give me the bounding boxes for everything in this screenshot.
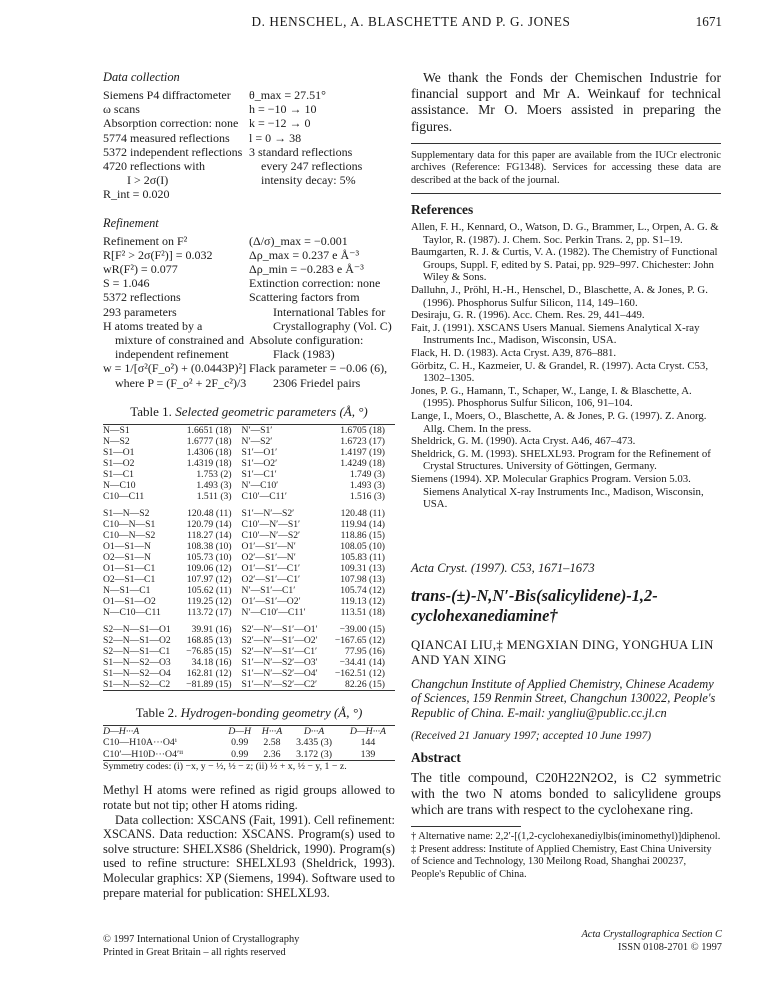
table-cell-value: 118.27 (14): [187, 529, 232, 541]
table-header-cell: D—H: [228, 725, 252, 737]
methods-paragraph-2: Data collection: XSCANS (Fait, 1991). Cell refinement: XSCANS. Data reduction: XSCANS. Program(s) used to solve structure: SHELXS86 (Sheldrick, 1990). Program(s) used to refine structure: SHELXL93 (Sheldrick, 1993). Molecular graphics: XP (Siemens, 1994). Software used to prepare material for publication: SHELXL93.: [103, 812, 395, 900]
table-cell-label: N—C10: [103, 479, 136, 491]
table-cell-label: S2—N—S1—O1: [103, 623, 171, 635]
table-cell-label: N′—S2′: [241, 435, 273, 447]
table-cell-value: 1.6777 (18): [186, 435, 232, 447]
table-cell-value: 82.26 (15): [345, 678, 385, 690]
param-line: l = 0 → 38: [249, 130, 302, 145]
table-cell-value: −81.89 (15): [186, 678, 232, 690]
table-cell-label: S2′—N′—S1′—C1′: [241, 645, 318, 657]
article-authors: QIANCAI LIU,‡ MENGXIAN DING, YONGHUA LIN AND YAN XING: [411, 637, 714, 668]
param-line: 2306 Friedel pairs: [273, 375, 361, 390]
table-cell-label: S1—N—S2—O3: [103, 656, 171, 668]
table-header-cell: H···A: [261, 725, 283, 737]
table-cell-value: 120.48 (11): [187, 507, 232, 519]
table-cell-value: 107.97 (12): [186, 573, 232, 585]
param-line: 293 parameters: [103, 304, 177, 319]
methods-paragraph-1: Methyl H atoms were refined as rigid groups allowed to rotate but not tip; other H atoms riding.: [103, 783, 395, 812]
journal-section: Acta Crystallographica Section C: [581, 929, 722, 940]
article-journal-line: Acta Cryst. (1997). C53, 1671–1673: [411, 560, 595, 575]
received-dates: (Received 21 January 1997; accepted 10 June 1997): [411, 730, 652, 743]
table-row: [103, 491, 395, 502]
table-row: [103, 530, 395, 541]
table-cell-value: −167.65 (12): [334, 634, 385, 646]
param-line: θ_max = 27.51°: [249, 88, 326, 102]
reference-item: Görbitz, C. H., Kazmeier, U. & Grandel, R. (1997). Acta Cryst. C53, 1302–1305.: [411, 359, 709, 385]
table-cell: 144: [360, 737, 376, 749]
param-line: every 247 reflections: [261, 159, 363, 174]
article-affiliation: Changchun Institute of Applied Chemistry, Chinese Academy of Sciences, 159 Renmin Street, Changchun 130022, People's Republic of China. E-mail: yangliu@public.cc.jl.cn: [411, 676, 716, 720]
param-line: International Tables for: [273, 304, 386, 319]
data-collection-left: [103, 88, 249, 202]
journal-footer: [510, 928, 722, 954]
param-line: Flack parameter = −0.06 (6),: [249, 361, 388, 376]
table-cell-value: 77.95 (16): [345, 645, 385, 657]
table-cell-label: C10—C11: [103, 490, 145, 502]
reference-item: Jones, P. G., Hamann, T., Schaper, W., Lange, I. & Blaschette, A. (1995). Phosphorus Sulfur Silicon, 106, 91–104.: [411, 384, 692, 410]
references-heading: References: [411, 202, 474, 218]
table-cell-label: C10—N—S1: [103, 518, 156, 530]
table-cell-label: O2′—S1′—C1′: [241, 573, 301, 585]
table-cell-value: 107.98 (13): [340, 573, 385, 585]
table1-caption-text: Selected geometric parameters (Å, °): [175, 403, 368, 419]
table-cell-label: O1′—S1′—C1′: [241, 562, 301, 574]
table-cell-value: 1.493 (3): [196, 479, 232, 491]
param-line: 5372 reflections: [103, 290, 181, 305]
table-cell-label: S2′—N′—S1′—O2′: [241, 634, 318, 646]
table2-caption-prefix: Table 2.: [135, 704, 178, 720]
table-cell-label: S2—N—S1—O2: [103, 634, 171, 646]
param-line: Crystallography (Vol. C): [273, 318, 392, 333]
param-line: mixture of constrained and: [115, 333, 244, 348]
table-cell-value: 1.749 (3): [349, 468, 385, 480]
table-cell-label: N—S1: [103, 424, 130, 436]
table-row: [103, 436, 395, 447]
table-cell-value: 109.06 (12): [186, 562, 232, 574]
table-cell-value: 105.83 (11): [340, 551, 385, 563]
table-cell-value: 1.511 (3): [196, 490, 232, 502]
refinement-block: [103, 234, 395, 390]
table-cell-label: O1′—S1′—N′: [241, 540, 296, 552]
table-row: [103, 624, 395, 635]
table-cell-label: N—C10—C11: [103, 606, 161, 618]
table-row: [103, 737, 395, 749]
table-row: [103, 425, 395, 436]
table-cell-label: O2—S1—N: [103, 551, 151, 563]
table-cell-value: 1.6723 (17): [340, 435, 385, 447]
table-cell-label: S1—N—S2—O4: [103, 667, 171, 679]
table-cell-label: C10′—N′—S1′: [241, 518, 301, 530]
reference-item: Lange, I., Moers, O., Blaschette, A. & Jones, P. G. (1997). Z. Anorg. Allg. Chem. In the press.: [411, 409, 707, 435]
param-line: Flack (1983): [273, 347, 335, 362]
table-row: [103, 480, 395, 491]
table-cell-value: 113.72 (17): [187, 606, 232, 618]
table-row: [103, 563, 395, 574]
table1-geometric-parameters: [103, 425, 395, 690]
param-line: independent refinement: [115, 347, 229, 362]
param-line: 5372 independent reflections: [103, 144, 243, 159]
table-cell-label: S1—N—S2: [103, 507, 150, 519]
table-row: [103, 574, 395, 585]
table-cell: 0.99: [231, 737, 249, 749]
param-line: I > 2σ(I): [127, 173, 169, 188]
table-cell-label: S1—O1: [103, 446, 135, 458]
table-cell-value: 119.25 (12): [187, 595, 232, 607]
param-line: w = 1/[σ²(F_o²) + (0.0443P)²]: [103, 361, 247, 376]
table-cell-value: 39.91 (16): [191, 623, 232, 635]
table-cell-value: 108.05 (10): [340, 540, 385, 552]
param-line: intensity decay: 5%: [261, 173, 356, 188]
table-cell: 3.172 (3): [296, 748, 333, 760]
table-cell-value: 1.4249 (18): [340, 457, 385, 469]
table-cell-label: C10′—N′—S2′: [241, 529, 301, 541]
table-cell-label: S1′—O2′: [241, 457, 278, 469]
table-cell-label: N′—C10′—C11′: [241, 606, 306, 618]
table-row: [103, 657, 395, 668]
table-row: [103, 469, 395, 480]
table-cell-label: N—S2: [103, 435, 130, 447]
table-cell-value: 119.13 (12): [340, 595, 385, 607]
table-row: [103, 635, 395, 646]
table-cell: 139: [360, 748, 376, 760]
table-header-cell: D—H···A: [103, 725, 140, 737]
table-cell-label: O2—S1—C1: [103, 573, 156, 585]
table-row: [103, 458, 395, 469]
table-cell-label: N′—S1′—C1′: [241, 584, 296, 596]
table-row: [103, 508, 395, 519]
table-cell-label: S1′—N′—S2′—C2′: [241, 678, 318, 690]
param-line: Δρ_min = −0.283 e Å⁻³: [249, 262, 364, 277]
param-line: R[F² > 2σ(F²)] = 0.032: [103, 247, 213, 262]
table-cell: C10—H10A···O4ⁱ: [103, 737, 177, 749]
param-line: (Δ/σ)_max = −0.001: [249, 233, 348, 248]
journal-issn: ISSN 0108-2701 © 1997: [617, 942, 722, 953]
reference-item: Flack, H. D. (1983). Acta Cryst. A39, 876–881.: [411, 346, 617, 359]
table-row: [103, 585, 395, 596]
table-cell-value: 105.73 (10): [186, 551, 232, 563]
table2-symmetry-codes: Symmetry codes: (i) −x, y − ½, ½ − z; (ii) ½ + x, ½ − y, 1 − z.: [103, 761, 347, 773]
table-cell-label: S2—N—S1—C1: [103, 645, 171, 657]
table-cell-value: −76.85 (15): [186, 645, 232, 657]
table2-caption-text: Hydrogen-bonding geometry (Å, °): [180, 704, 363, 720]
table-row: [103, 552, 395, 563]
table-cell-value: 1.6705 (18): [340, 424, 385, 436]
refinement-left: [103, 234, 249, 390]
references-list: [411, 221, 721, 511]
table-cell-label: N—S1—C1: [103, 584, 151, 596]
param-line: 3 standard reflections: [249, 144, 353, 159]
table1-caption-prefix: Table 1.: [130, 403, 172, 419]
table-cell-value: 105.74 (12): [340, 584, 385, 596]
param-line: Refinement on F²: [103, 233, 188, 248]
param-line: 4720 reflections with: [103, 159, 205, 174]
table-cell-label: S1′—N′—S2′: [241, 507, 295, 519]
data-collection-block: [103, 88, 395, 202]
refinement-title: Refinement: [103, 215, 159, 230]
table-cell-label: S1—N—S2—C2: [103, 678, 171, 690]
data-collection-right: [249, 88, 395, 202]
table-cell-value: 1.753 (2): [196, 468, 232, 480]
table-cell-value: 109.31 (13): [340, 562, 385, 574]
table-cell-value: −162.51 (12): [334, 667, 385, 679]
table-cell-value: 120.79 (14): [186, 518, 232, 530]
table-cell-value: 1.4197 (19): [340, 446, 385, 458]
table-cell-label: S1—C1: [103, 468, 134, 480]
supplementary-note: Supplementary data for this paper are available from the IUCr electronic archives (Reference: FG1348). Services for accessing these data are described at the back of the journal.: [411, 149, 721, 186]
param-line: S = 1.046: [103, 276, 150, 291]
table-row: [103, 679, 395, 690]
left-column: [103, 70, 395, 900]
table-cell-label: S1—O2: [103, 457, 135, 469]
table-cell: 3.435 (3): [296, 737, 333, 749]
reference-item: Baumgarten, R. J. & Curtis, V. A. (1982). The Chemistry of Functional Groups, Suppl. F, edited by S. Patai, pp. 929–997. Chichester: John Wiley & Sons.: [411, 246, 718, 284]
table-cell-value: 1.516 (3): [349, 490, 385, 502]
table-row: [103, 447, 395, 458]
param-line: Extinction correction: none: [249, 276, 381, 291]
param-line: Absorption correction: none: [103, 116, 239, 131]
acknowledgement: We thank the Fonds der Chemischen Industrie for financial support and Mr A. Weinkauf for technical assistance. Mr O. Moers assisted in preparing the figures.: [411, 70, 721, 134]
param-line: 5774 measured reflections: [103, 130, 230, 145]
table-cell-label: O1′—S1′—O2′: [241, 595, 301, 607]
table-cell-label: N′—C10′: [241, 479, 279, 491]
table-cell-label: S1′—N′—S2′—O3′: [241, 656, 318, 668]
table-cell-value: 34.18 (16): [191, 656, 232, 668]
table-cell-label: O1—S1—O2: [103, 595, 156, 607]
reference-item: Fait, J. (1991). XSCANS Users Manual. Siemens Analytical X-ray Instruments Inc., Madison, Wisconsin, USA.: [411, 321, 700, 347]
running-head-authors: D. HENSCHEL, A. BLASCHETTE AND P. G. JONES: [251, 14, 571, 29]
abstract-heading: Abstract: [411, 750, 461, 766]
param-line: Siemens P4 diffractometer: [103, 88, 231, 102]
copyright-block: [103, 933, 299, 959]
table-cell-value: 1.4319 (18): [186, 457, 232, 469]
table-cell-value: 118.86 (15): [340, 529, 385, 541]
table2-hydrogen-bonding: [103, 726, 395, 761]
printed-line: Printed in Great Britain – all rights reserved: [103, 947, 286, 958]
table-cell-label: C10—N—S2: [103, 529, 156, 541]
footnote-present-address: ‡ Present address: Institute of Applied Chemistry, East China University of Science and Technology, 130 Meilong Road, Shanghai 200237, People's Republic of China.: [411, 843, 712, 880]
table-cell-value: 1.493 (3): [349, 479, 385, 491]
reference-item: Dalluhn, J., Pröhl, H.-H., Henschel, D., Blaschette, A. & Jones, P. G. (1996). Phosphorus Sulfur Silicon, 114, 149–160.: [411, 284, 708, 309]
table2-caption: [103, 705, 395, 721]
table-cell-value: 1.4306 (18): [186, 446, 232, 458]
table-header-cell: D—H···A: [349, 725, 387, 737]
table-cell-value: −39.00 (15): [339, 623, 385, 635]
table-row: [103, 749, 395, 761]
reference-item: Allen, F. H., Kennard, O., Watson, D. G., Brammer, L., Orpen, A. G. & Taylor, R. (1987). J. Chem. Soc. Perkin Trans. 2, pp. S1–19.: [411, 221, 719, 246]
running-head: [0, 14, 784, 34]
table-cell-label: S1′—N′—S2′—O4′: [241, 667, 318, 679]
reference-item: Sheldrick, G. M. (1990). Acta Cryst. A46, 467–473.: [411, 435, 636, 448]
footnote-alternative-name: † Alternative name: 2,2′-[(1,2-cyclohexanediylbis(iminomethyl)]diphenol.: [411, 831, 721, 843]
table-cell-label: S2′—N′—S1′—O1′: [241, 623, 318, 635]
table-row: [103, 607, 395, 618]
param-line: H atoms treated by a: [103, 318, 203, 333]
article-title: trans-(±)-N,N′-Bis(salicylidene)-1,2-cyclohexanediamine†: [411, 585, 658, 625]
table-row: [103, 541, 395, 552]
param-line: where P = (F_o² + 2F_c²)/3: [115, 375, 247, 390]
table-row: [103, 596, 395, 607]
param-line: k = −12 → 0: [249, 116, 311, 131]
param-line: Scattering factors from: [249, 290, 360, 305]
param-line: wR(F²) = 0.077: [103, 262, 178, 277]
table-cell: C10′—H10D···O4′ⁱⁱ: [103, 748, 184, 760]
table-cell: 2.36: [263, 748, 281, 760]
refinement-right: [249, 234, 395, 390]
reference-item: Siemens (1994). XP. Molecular Graphics Program. Version 5.03. Siemens Analytical X-ray Instruments Inc., Madison, Wisconsin, USA.: [411, 472, 704, 511]
table1-caption: [103, 404, 395, 420]
table-cell-value: 1.6651 (18): [186, 424, 232, 436]
table-row: [103, 646, 395, 657]
table-cell-label: N′—S1′: [241, 424, 273, 436]
param-line: h = −10 → 10: [249, 102, 317, 117]
copyright-line: © 1997 International Union of Crystallography: [103, 934, 300, 945]
table-cell-value: 120.48 (11): [340, 507, 385, 519]
supp-bottom-rule: [411, 193, 721, 194]
table-cell-value: 119.94 (14): [340, 518, 385, 530]
table-header-cell: D···A: [303, 725, 325, 737]
table-cell-value: 168.85 (13): [186, 634, 232, 646]
abstract-text: The title compound, C20H22N2O2, is C2 symmetric with the two N atoms bonded to salicylidene groups which are trans with respect to the cyclohexane ring.: [411, 770, 721, 818]
table-cell-value: 105.62 (11): [187, 584, 232, 596]
page-number: 1671: [695, 14, 722, 29]
table-cell: 0.99: [231, 748, 249, 760]
table-cell-label: O2′—S1′—N′: [241, 551, 296, 563]
table-cell-value: 113.51 (18): [340, 606, 385, 618]
reference-item: Sheldrick, G. M. (1993). SHELXL93. Program for the Refinement of Crystal Structures. University of Göttingen, Germany.: [411, 447, 711, 473]
table-header-row: [103, 726, 395, 738]
table-row: [103, 668, 395, 679]
table-cell-label: O1—S1—N: [103, 540, 151, 552]
table-cell: 2.58: [263, 737, 281, 749]
param-line: R_int = 0.020: [103, 187, 170, 202]
param-line: Absolute configuration:: [249, 333, 364, 348]
table-row: [103, 519, 395, 530]
table-cell-value: 162.81 (12): [186, 667, 232, 679]
table-cell-value: 108.38 (10): [186, 540, 232, 552]
table-cell-label: O1—S1—C1: [103, 562, 156, 574]
table-cell-label: C10′—C11′: [241, 490, 287, 502]
table-cell-label: S1′—O1′: [241, 446, 278, 458]
data-collection-title: Data collection: [103, 70, 180, 84]
param-line: Δρ_max = 0.237 e Å⁻³: [249, 247, 360, 262]
right-column: [411, 70, 721, 881]
param-line: ω scans: [103, 102, 140, 117]
table-cell-value: −34.41 (14): [339, 656, 385, 668]
table-cell-label: S1′—C1′: [241, 468, 277, 480]
reference-item: Desiraju, G. R. (1996). Acc. Chem. Res. 29, 441–449.: [411, 309, 645, 322]
